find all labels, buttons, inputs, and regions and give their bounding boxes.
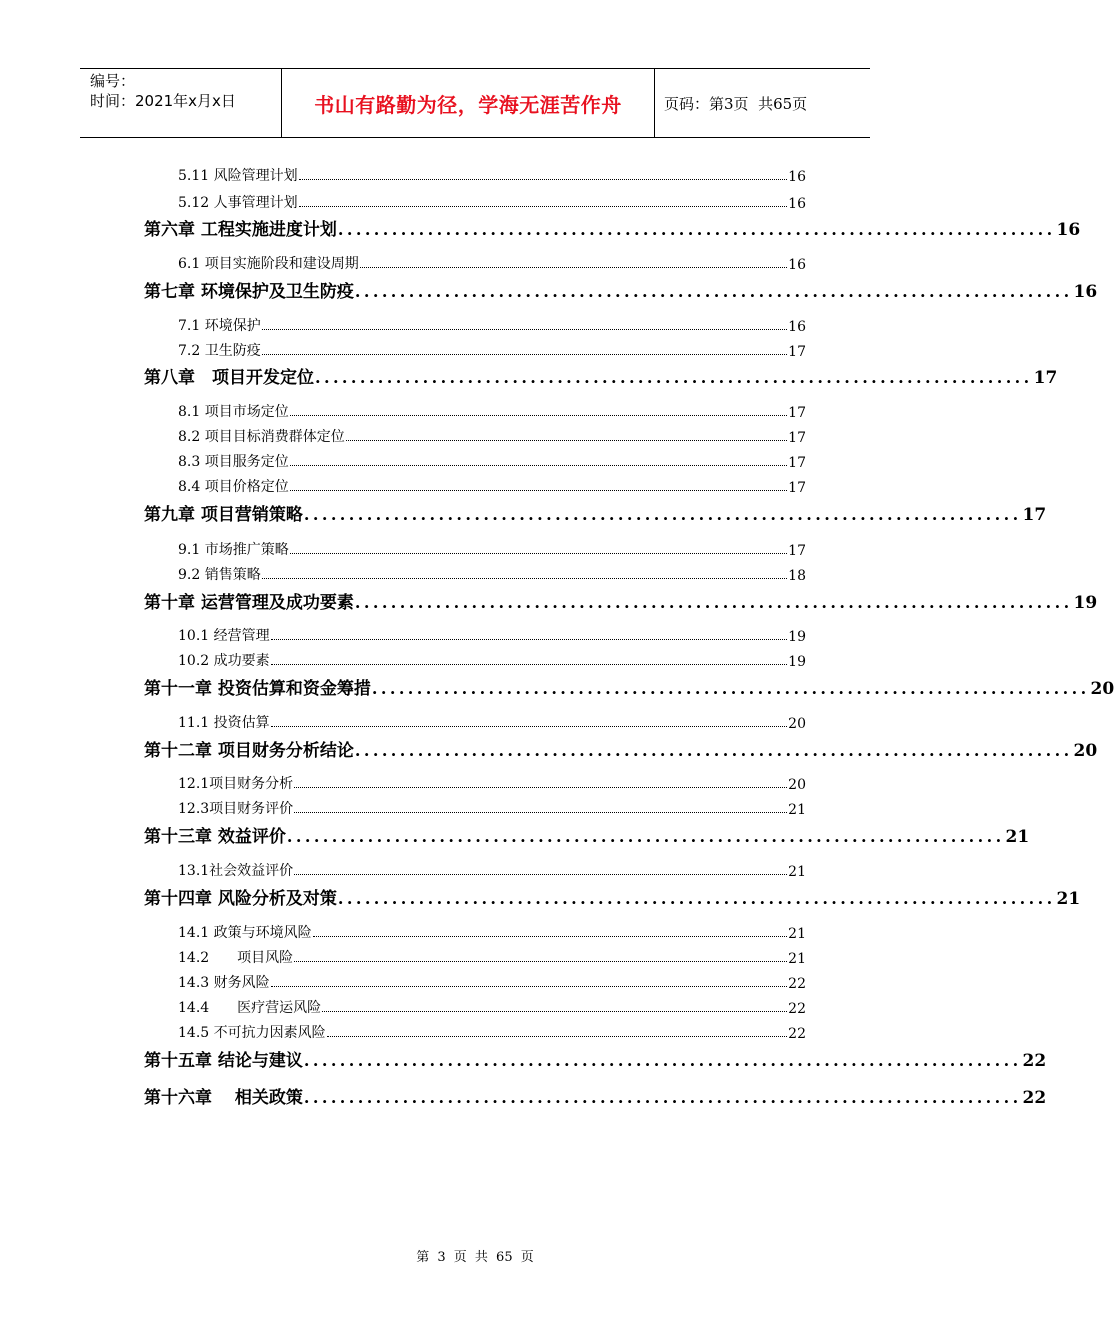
toc-leader-dots (322, 1011, 787, 1012)
toc-chapter-entry[interactable] (144, 675, 1114, 699)
toc-entry-page-number: 21 (788, 951, 806, 967)
toc-entry-page-number: 17 (788, 543, 806, 559)
toc-entry-page-number: 17 (788, 344, 806, 360)
toc-entry-title: 14.2 项目风险 (178, 950, 294, 966)
header-motto: 书山有路勤为径，学海无涯苦作舟 (282, 69, 655, 137)
toc-leader-dots (294, 812, 787, 813)
toc-chapter-entry[interactable] (144, 501, 1047, 525)
toc-leader-dots (271, 639, 788, 640)
toc-entry-page-number: 16 (788, 196, 806, 212)
toc-entry-page-number: 22 (788, 976, 806, 992)
toc-chapter-entry[interactable] (144, 1084, 1047, 1108)
toc-entry-page-number: 22 (1022, 1088, 1047, 1108)
toc-entry-page-number: 20 (788, 716, 806, 732)
toc-entry-title: 12.3项目财务评价 (178, 801, 294, 817)
toc-entry-page-number: 17 (788, 480, 806, 496)
toc-leader-dots: ................................................................................ (303, 1051, 1022, 1070)
toc-chapter-entry[interactable] (144, 737, 1098, 761)
toc-leader-dots (294, 961, 787, 962)
toc-entry-title: 9.1 市场推广策略 (178, 542, 289, 558)
toc-chapter-entry[interactable] (144, 278, 1098, 302)
toc-leader-dots: ................................................................................ (303, 1088, 1022, 1107)
toc-section-entry[interactable] (178, 426, 806, 446)
toc-entry-title: 第十五章 结论与建议 (144, 1051, 303, 1071)
toc-entry-title: 14.5 不可抗力因素风险 (178, 1025, 326, 1041)
toc-leader-dots: ................................................................................ (354, 282, 1073, 301)
toc-entry-title: 5.12 人事管理计划 (178, 195, 298, 211)
toc-leader-dots (271, 726, 788, 727)
toc-entry-title: 12.1项目财务分析 (178, 776, 294, 792)
toc-entry-page-number: 22 (788, 1001, 806, 1017)
toc-entry-page-number: 17 (788, 405, 806, 421)
toc-entry-title: 第九章 项目营销策略 (144, 505, 303, 525)
toc-entry-title: 8.1 项目市场定位 (178, 404, 289, 420)
document-number-label: 编号： (90, 72, 136, 90)
toc-chapter-entry[interactable] (144, 364, 1058, 388)
toc-leader-dots (313, 936, 788, 937)
toc-entry-page-number: 20 (1073, 741, 1098, 761)
toc-entry-title: 8.3 项目服务定位 (178, 454, 289, 470)
toc-entry-title: 9.2 销售策略 (178, 567, 261, 583)
toc-entry-page-number: 21 (1056, 889, 1081, 909)
toc-entry-title: 第六章 工程实施进度计划 (144, 220, 337, 240)
toc-section-entry[interactable] (178, 650, 806, 670)
toc-section-entry[interactable] (178, 712, 806, 732)
toc-entry-page-number: 18 (788, 568, 806, 584)
toc-entry-title: 第十六章 相关政策 (144, 1088, 303, 1108)
toc-section-entry[interactable] (178, 451, 806, 471)
toc-entry-page-number: 17 (788, 455, 806, 471)
toc-entry-page-number: 21 (788, 926, 806, 942)
toc-leader-dots (262, 578, 787, 579)
toc-entry-title: 10.2 成功要素 (178, 653, 270, 669)
toc-leader-dots (290, 490, 787, 491)
toc-leader-dots: ................................................................................ (286, 827, 1005, 846)
toc-entry-page-number: 22 (788, 1026, 806, 1042)
toc-leader-dots (262, 354, 787, 355)
toc-entry-title: 14.1 政策与环境风险 (178, 925, 312, 941)
toc-chapter-entry[interactable] (144, 589, 1098, 613)
toc-entry-page-number: 19 (788, 629, 806, 645)
toc-section-entry[interactable] (178, 315, 806, 335)
toc-leader-dots (327, 1036, 788, 1037)
header-page-info-text: 页码：第3页 共65页 (664, 94, 808, 113)
toc-entry-page-number: 21 (788, 802, 806, 818)
toc-leader-dots (290, 465, 787, 466)
toc-section-entry[interactable] (178, 539, 806, 559)
toc-leader-dots (271, 986, 788, 987)
toc-section-entry[interactable] (178, 165, 806, 185)
toc-entry-page-number: 17 (1022, 505, 1047, 525)
toc-chapter-entry[interactable] (144, 885, 1081, 909)
toc-section-entry[interactable] (178, 625, 806, 645)
toc-entry-title: 14.4 医疗营运风险 (178, 1000, 322, 1016)
toc-entry-title: 8.4 项目价格定位 (178, 479, 289, 495)
toc-entry-page-number: 16 (788, 257, 806, 273)
toc-leader-dots (346, 440, 787, 441)
toc-entry-page-number: 17 (1033, 368, 1058, 388)
toc-leader-dots: ................................................................................ (371, 679, 1090, 698)
toc-leader-dots: ................................................................................ (337, 889, 1056, 908)
toc-leader-dots (294, 787, 787, 788)
toc-section-entry[interactable] (178, 192, 806, 212)
toc-entry-title: 第七章 环境保护及卫生防疫 (144, 282, 354, 302)
toc-entry-title: 第十四章 风险分析及对策 (144, 889, 337, 909)
toc-entry-page-number: 16 (788, 169, 806, 185)
toc-entry-title: 第十章 运营管理及成功要素 (144, 593, 354, 613)
toc-entry-page-number: 16 (1056, 220, 1081, 240)
toc-leader-dots (262, 329, 787, 330)
toc-entry-page-number: 16 (788, 319, 806, 335)
toc-entry-page-number: 16 (1073, 282, 1098, 302)
toc-section-entry[interactable] (178, 972, 806, 992)
toc-entry-title: 6.1 项目实施阶段和建设周期 (178, 256, 359, 272)
toc-entry-page-number: 19 (788, 654, 806, 670)
header-page-info (654, 69, 870, 137)
toc-chapter-entry[interactable] (144, 823, 1030, 847)
toc-leader-dots (299, 206, 788, 207)
toc-entry-title: 7.1 环境保护 (178, 318, 261, 334)
toc-entry-title: 14.3 财务风险 (178, 975, 270, 991)
toc-section-entry[interactable] (178, 997, 806, 1017)
toc-chapter-entry[interactable] (144, 1047, 1047, 1071)
toc-entry-title: 5.11 风险管理计划 (178, 168, 298, 184)
toc-leader-dots (290, 415, 787, 416)
toc-entry-page-number: 21 (788, 864, 806, 880)
page-header (80, 68, 870, 138)
toc-section-entry[interactable] (178, 922, 806, 942)
toc-section-entry[interactable] (178, 947, 806, 967)
toc-chapter-entry[interactable] (144, 216, 1081, 240)
toc-entry-title: 第八章 项目开发定位 (144, 368, 314, 388)
toc-section-entry[interactable] (178, 860, 806, 880)
toc-leader-dots (294, 874, 787, 875)
toc-section-entry[interactable] (178, 798, 806, 818)
toc-entry-title: 13.1社会效益评价 (178, 863, 294, 879)
toc-leader-dots (290, 553, 787, 554)
toc-section-entry[interactable] (178, 401, 806, 421)
toc-entry-title: 11.1 投资估算 (178, 715, 270, 731)
toc-leader-dots: ................................................................................ (337, 220, 1056, 239)
toc-leader-dots (360, 267, 787, 268)
toc-entry-page-number: 19 (1073, 593, 1098, 613)
toc-leader-dots: ................................................................................ (303, 505, 1022, 524)
toc-section-entry[interactable] (178, 564, 806, 584)
toc-entry-title: 第十三章 效益评价 (144, 827, 286, 847)
toc-leader-dots: ................................................................................ (354, 741, 1073, 760)
toc-entry-title: 7.2 卫生防疫 (178, 343, 261, 359)
toc-section-entry[interactable] (178, 253, 806, 273)
toc-entry-title: 10.1 经营管理 (178, 628, 270, 644)
toc-entry-title: 8.2 项目目标消费群体定位 (178, 429, 345, 445)
toc-entry-page-number: 20 (1090, 679, 1114, 699)
toc-leader-dots (271, 664, 788, 665)
toc-section-entry[interactable] (178, 340, 806, 360)
toc-entry-title: 第十二章 项目财务分析结论 (144, 741, 354, 761)
toc-section-entry[interactable] (178, 1022, 806, 1042)
toc-entry-page-number: 21 (1005, 827, 1030, 847)
toc-entry-page-number: 17 (788, 430, 806, 446)
header-meta (80, 69, 282, 137)
toc-leader-dots: ................................................................................ (354, 593, 1073, 612)
toc-entry-title: 第十一章 投资估算和资金筹措 (144, 679, 371, 699)
toc-leader-dots: ................................................................................ (315, 368, 1033, 387)
toc-section-entry[interactable] (178, 476, 806, 496)
toc-entry-page-number: 20 (788, 777, 806, 793)
toc-section-entry[interactable] (178, 773, 806, 793)
page-footer: 第 3 页 共 65 页 (416, 1250, 534, 1265)
toc-entry-page-number: 22 (1022, 1051, 1047, 1071)
toc-leader-dots (299, 179, 788, 180)
document-time-label: 时间：2021年x月x日 (90, 92, 236, 110)
